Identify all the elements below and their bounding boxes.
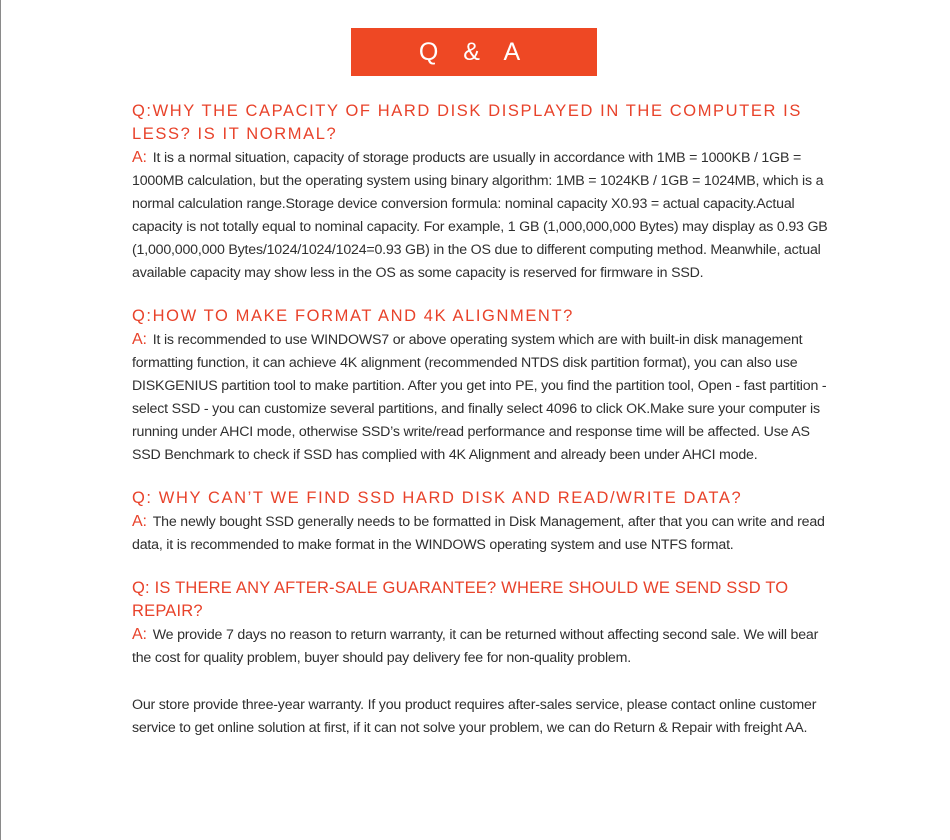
answer-text: It is recommended to use WINDOWS7 or above operating system which are with built-in disk management formatting function, it can achieve 4K alignment (recommended NTDS disk partition format), you can also use DISKGENIUS partition tool to make partition. After you get into PE, you find the partition tool, Open - fast partition - select SSD - you can customize several partitions, and finally select 4096 to click OK.Make sure your computer is running under AHCI mode, otherwise SSD’s write/read performance and response time will be affected. Use AS SSD Benchmark to check if SSD has complied with 4K Alignment and already been under AHCI mode. bbox=[132, 332, 827, 463]
qa-item-format-alignment bbox=[132, 305, 832, 467]
answer-label: A: bbox=[132, 626, 147, 643]
qa-item-find-ssd bbox=[132, 487, 832, 557]
qa-title-text: Q & A bbox=[418, 37, 530, 66]
answer-label: A: bbox=[132, 331, 147, 348]
answer-label: A: bbox=[132, 513, 147, 530]
warranty-note: Our store provide three-year warranty. If you product requires after-sales service, please contact online customer service to get online solution at first, if it can not solve your problem, we can do Return & Repair with freight AA. bbox=[132, 697, 817, 736]
qa-item-capacity bbox=[132, 100, 832, 285]
answer-find-ssd bbox=[132, 510, 832, 557]
left-border-line bbox=[0, 0, 1, 840]
qa-item-guarantee bbox=[132, 577, 832, 670]
question-find-ssd: Q: WHY CAN’T WE FIND SSD HARD DISK AND READ/WRITE DATA? bbox=[132, 489, 743, 507]
answer-guarantee bbox=[132, 623, 832, 670]
answer-label: A: bbox=[132, 149, 147, 166]
qa-title-banner bbox=[351, 28, 597, 76]
question-capacity: Q:WHY THE CAPACITY OF HARD DISK DISPLAYED IN THE COMPUTER IS LESS? IS IT NORMAL? bbox=[132, 102, 802, 143]
qa-content bbox=[132, 100, 832, 740]
answer-text: We provide 7 days no reason to return warranty, it can be returned without affecting second sale. We will bear the cost for quality problem, buyer should pay delivery fee for non-quality problem. bbox=[132, 627, 819, 666]
question-guarantee: Q: IS THERE ANY AFTER-SALE GUARANTEE? WHERE SHOULD WE SEND SSD TO REPAIR? bbox=[132, 579, 789, 620]
question-format-alignment: Q:HOW TO MAKE FORMAT AND 4K ALIGNMENT? bbox=[132, 307, 574, 325]
answer-text: It is a normal situation, capacity of storage products are usually in accordance with 1MB = 1000KB / 1GB = 1000MB calculation, but the operating system using binary algorithm: 1MB = 1024KB / 1GB = 1024MB, which is a normal calculation range.Storage device conversion formula: nominal capacity X0.93 = actual capacity.Actual capacity is not totally equal to nominal capacity. For example, 1 GB (1,000,000,000 Bytes) may display as 0.93 GB (1,000,000,000 Bytes/1024/1024/1024=0.93 GB) in the OS due to different computing method. Meanwhile, actual available capacity may show less in the OS as some capacity is reserved for firmware in SSD. bbox=[132, 150, 828, 281]
answer-capacity bbox=[132, 146, 832, 285]
answer-text: The newly bought SSD generally needs to be formatted in Disk Management, after that you can write and read data, it is recommended to make format in the WINDOWS operating system and use NTFS format. bbox=[132, 514, 825, 553]
answer-format-alignment bbox=[132, 328, 832, 467]
